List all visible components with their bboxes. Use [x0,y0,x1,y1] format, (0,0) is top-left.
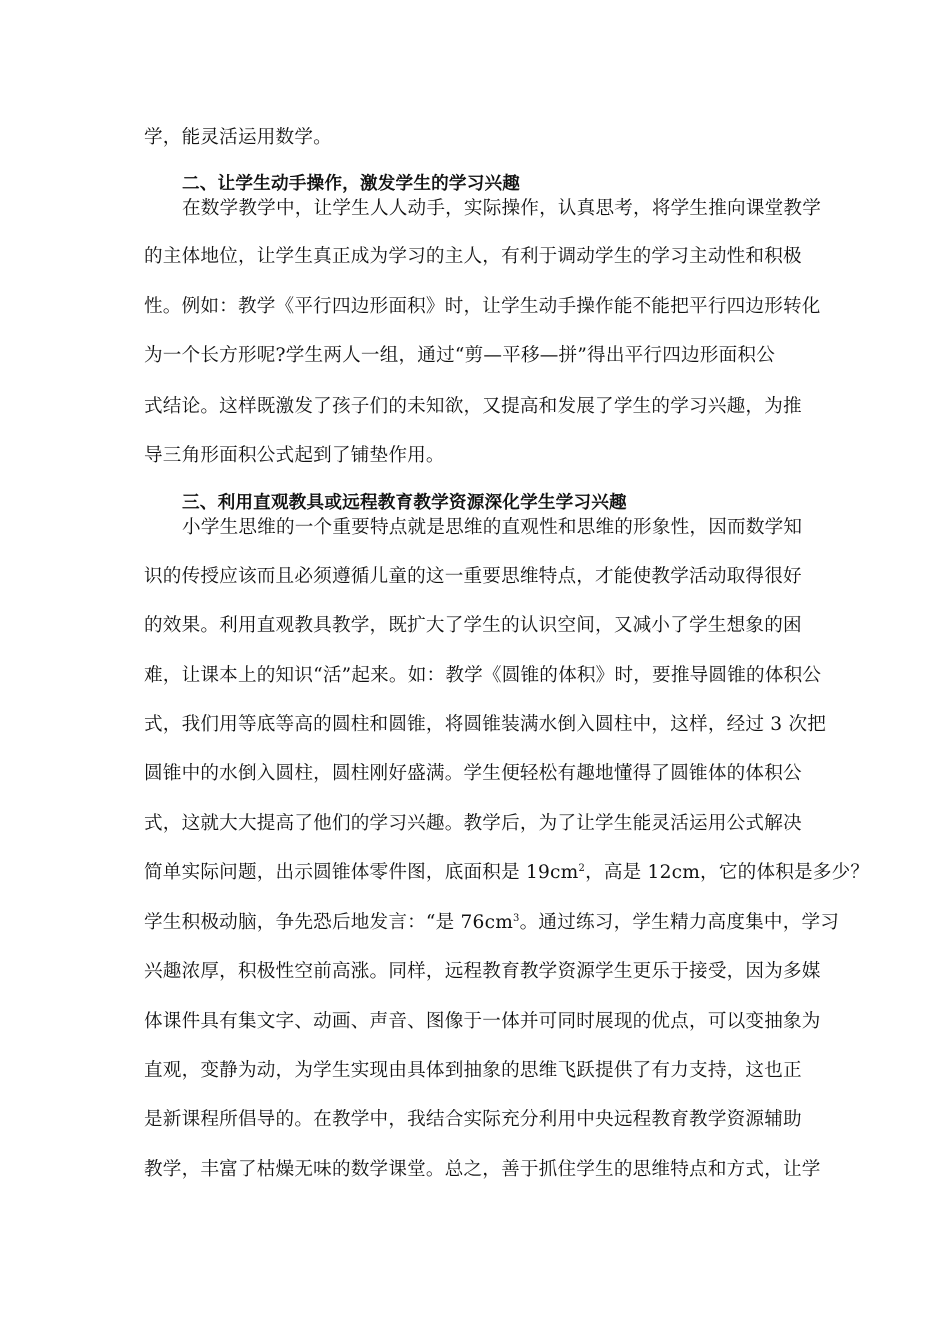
paragraph-line: 识的传授应该而且必须遵循儿童的这一重要思维特点，才能使教学活动取得很好 [144,566,802,587]
paragraph-line: 圆锥中的水倒入圆柱，圆柱刚好盛满。学生便轻松有趣地懂得了圆锥体的体积公 [144,763,802,784]
text-run: 。通过练习，学生精力高度集中，学习 [519,912,840,933]
paragraph-line: 式，我们用等底等高的圆柱和圆锥，将圆锥装满水倒入圆柱中，这样，经过 3 次把 [144,714,827,735]
paragraph-line: 小学生思维的一个重要特点就是思维的直观性和思维的形象性，因而数学知 [182,517,803,538]
paragraph-line: 式，这就大大提高了他们的学习兴趣。教学后，为了让学生能灵活运用公式解决 [144,813,802,834]
paragraph-line: 学，能灵活运用数学。 [144,127,332,148]
paragraph-line: 兴趣浓厚，积极性空前高涨。同样，远程教育教学资源学生更乐于接受，因为多媒 [144,961,821,982]
paragraph-line: 在数学教学中，让学生人人动手，实际操作，认真思考，将学生推向课堂教学 [182,198,821,219]
paragraph-line: 的效果。利用直观教具教学，既扩大了学生的认识空间，又减小了学生想象的困 [144,615,802,636]
paragraph-line: 性。例如：教学《平行四边形面积》时，让学生动手操作能不能把平行四边形转化 [144,296,821,317]
paragraph-line [144,911,840,935]
paragraph-line: 难，让课本上的知识“活”起来。如：教学《圆锥的体积》时，要推导圆锥的体积公 [144,665,822,686]
paragraph-line: 导三角形面积公式起到了铺垫作用。 [144,445,445,466]
superscript-2: 2 [578,863,586,874]
paragraph-line [144,861,870,885]
superscript-3: 3 [513,913,520,924]
section-heading-2: 二、让学生动手操作，激发学生的学习兴趣 [182,174,521,194]
paragraph-line: 直观，变静为动，为学生实现由具体到抽象的思维飞跃提供了有力支持，这也正 [144,1060,802,1081]
text-run: 简单实际问题，出示圆锥体零件图，底面积是 19cm [144,862,579,883]
paragraph-line: 体课件具有集文字、动画、声音、图像于一体并可同时展现的优点，可以变抽象为 [144,1011,821,1032]
paragraph-line: 的主体地位，让学生真正成为学习的主人，有利于调动学生的学习主动性和积极 [144,246,802,267]
paragraph-line: 教学，丰富了枯燥无味的数学课堂。总之，善于抓住学生的思维特点和方式，让学 [144,1159,821,1180]
text-run: 学生积极动脑，争先恐后地发言：“是 76cm [144,912,514,933]
text-run: ，高是 12cm，它的体积是多少？ [585,862,870,883]
paragraph-line: 式结论。这样既激发了孩子们的未知欲，又提高和发展了学生的学习兴趣，为推 [144,396,802,417]
section-heading-3: 三、利用直观教具或远程教育教学资源深化学生学习兴趣 [182,493,627,513]
paragraph-line: 是新课程所倡导的。在教学中，我结合实际充分利用中央远程教育教学资源辅助 [144,1109,802,1130]
paragraph-line: 为一个长方形呢?学生两人一组，通过“剪—平移—拼”得出平行四边形面积公 [144,345,775,366]
